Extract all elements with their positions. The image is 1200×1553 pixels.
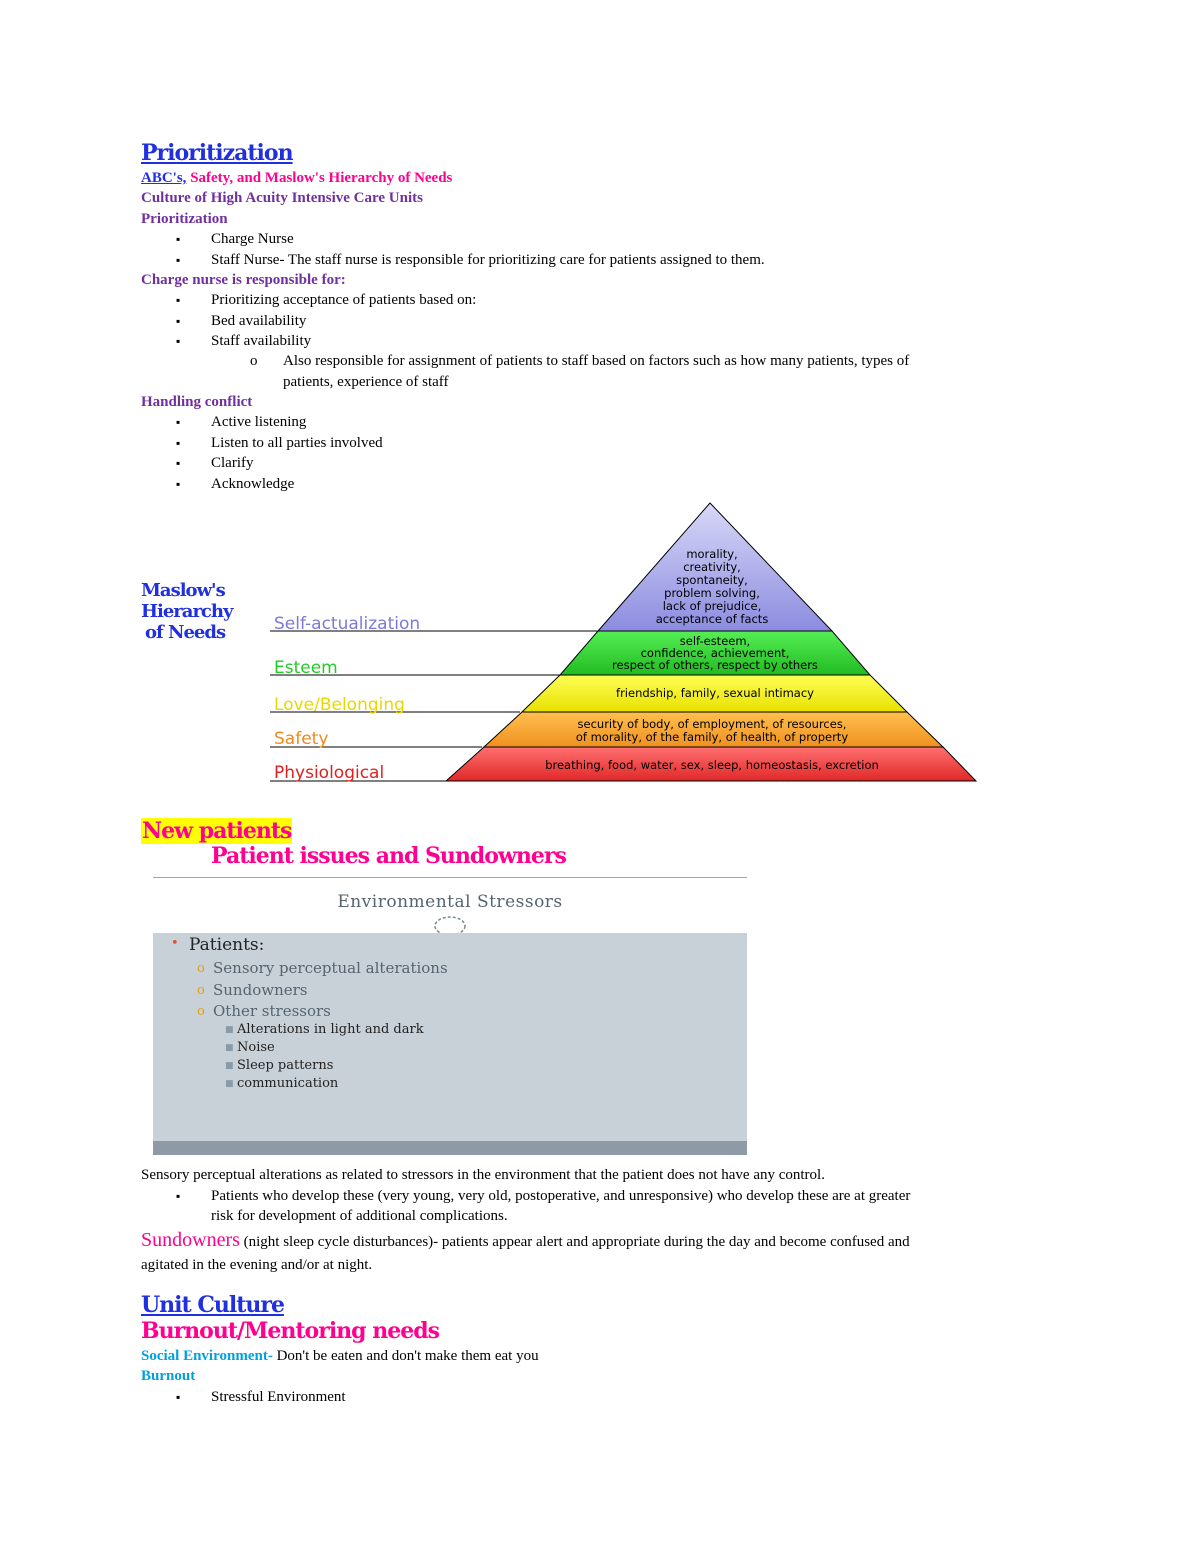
- slide-square-icon: ■: [225, 1043, 234, 1053]
- sub-list-item-cont: patients, experience of staff: [283, 374, 449, 390]
- environmental-stressors-slide: [153, 877, 747, 1155]
- bullet-marker: ▪: [176, 253, 181, 267]
- bullet-marker: ▪: [176, 293, 181, 307]
- tier-desc: spontaneity,: [676, 573, 748, 587]
- slide-ring-icon: o: [197, 1004, 205, 1019]
- tier-desc: morality,: [686, 547, 738, 561]
- slide-level3: Alterations in light and dark: [237, 1022, 424, 1037]
- tier-desc: confidence, achievement,: [640, 646, 790, 660]
- slide-level3: Sleep patterns: [237, 1058, 334, 1073]
- bullet-marker: ▪: [176, 477, 181, 491]
- paragraph-sundowners: [141, 1230, 910, 1252]
- bullet-marker: ▪: [176, 232, 181, 246]
- section-subtitle-burnout: Burnout/Mentoring needs: [141, 1318, 439, 1344]
- slide-level2: Sundowners: [213, 981, 308, 999]
- list-item: Charge Nurse: [211, 231, 294, 247]
- maslow-title-line: Maslow's: [141, 580, 225, 601]
- section-title-new-patients: New patients: [142, 818, 292, 844]
- bullet-marker: ▪: [176, 456, 181, 470]
- slide-ring-icon: o: [197, 961, 205, 976]
- sub-bullet-marker: o: [250, 353, 258, 369]
- slide-footer-bar: [153, 1141, 747, 1155]
- section-subtitle-patient-issues: Patient issues and Sundowners: [211, 843, 566, 869]
- slide-ring-icon: o: [197, 983, 205, 998]
- maslow-side-title: [141, 580, 232, 643]
- heading-handling-conflict: Handling conflict: [141, 394, 253, 410]
- slide-level1: Patients:: [189, 935, 265, 955]
- tier-desc: problem solving,: [664, 586, 760, 600]
- tier-desc: self-esteem,: [679, 634, 751, 648]
- slide-body: [153, 933, 747, 1141]
- bullet-marker: ▪: [176, 1189, 181, 1203]
- tier-desc: friendship, family, sexual intimacy: [616, 686, 814, 700]
- maslow-pyramid: [260, 495, 990, 790]
- bullet-marker: ▪: [176, 334, 181, 348]
- list-item: Clarify: [211, 455, 254, 471]
- slide-square-icon: ■: [225, 1061, 234, 1071]
- paragraph-sundowners-cont: agitated in the evening and/or at night.: [141, 1257, 373, 1273]
- tier-desc: creativity,: [683, 560, 741, 574]
- social-environment-line: [141, 1346, 539, 1366]
- tier-desc: of morality, of the family, of health, of property: [575, 730, 849, 744]
- paragraph-sensory-bullet: Patients who develop these (very young, very old, postoperative, and unresponsive) who develop these are at greater: [211, 1188, 911, 1204]
- list-item: Prioritizing acceptance of patients based on:: [211, 292, 477, 308]
- list-item: Staff availability: [211, 333, 312, 349]
- list-item: Bed availability: [211, 313, 307, 329]
- tier-desc: breathing, food, water, sex, sleep, homeostasis, excretion: [545, 758, 879, 772]
- list-item: Stressful Environment: [211, 1389, 346, 1405]
- slide-square-icon: ■: [225, 1025, 234, 1035]
- level-label-physiological: Physiological: [274, 763, 385, 783]
- bullet-marker: ▪: [176, 1390, 181, 1404]
- paragraph-sensory-bullet-cont: risk for development of additional complications.: [211, 1208, 508, 1224]
- maslow-title-line: of Needs: [145, 622, 226, 643]
- slide-level2: Sensory perceptual alterations: [213, 959, 448, 977]
- list-item: Acknowledge: [211, 476, 295, 492]
- slide-level2: Other stressors: [213, 1002, 331, 1020]
- heading-prioritization: Prioritization: [141, 211, 228, 227]
- list-item: Listen to all parties involved: [211, 435, 383, 451]
- level-label-self-actualization: Self-actualization: [274, 614, 421, 634]
- bullet-marker: ▪: [176, 436, 181, 450]
- social-environment-text: Don't be eaten and don't make them eat you: [272, 1348, 539, 1364]
- slide-bullet-icon: •: [171, 936, 179, 951]
- bullet-marker: ▪: [176, 415, 181, 429]
- sub-list-item: Also responsible for assignment of patients to staff based on factors such as how many patients, types of: [283, 353, 910, 369]
- slide-level3: communication: [237, 1076, 339, 1091]
- list-item: Staff Nurse- The staff nurse is responsible for prioritizing care for patients assigned to them.: [211, 252, 765, 268]
- slide-title: Environmental Stressors: [337, 892, 563, 912]
- slide-square-icon: ■: [225, 1079, 234, 1089]
- tier-desc: acceptance of facts: [655, 612, 769, 626]
- slide-level3: Noise: [237, 1040, 275, 1055]
- sundowners-term: Sundowners: [141, 1229, 240, 1251]
- level-label-esteem: Esteem: [274, 658, 338, 678]
- tier-desc: security of body, of employment, of resources,: [577, 717, 847, 731]
- tier-desc: respect of others, respect by others: [612, 658, 818, 672]
- subtitle-abcs-rest: Safety, and Maslow's Hierarchy of Needs: [186, 170, 453, 186]
- abcs-link[interactable]: ABC's,: [141, 170, 187, 186]
- maslow-title-line: Hierarchy: [141, 601, 233, 622]
- tier-desc: lack of prejudice,: [662, 599, 762, 613]
- paragraph-sensory: Sensory perceptual alterations as related to stressors in the environment that the patient does not have any control.: [141, 1167, 825, 1183]
- social-environment-label: Social Environment-: [141, 1348, 273, 1364]
- list-item: Active listening: [211, 414, 307, 430]
- heading-burnout: Burnout: [141, 1368, 196, 1384]
- heading-charge-nurse: Charge nurse is responsible for:: [141, 272, 346, 288]
- level-label-love-belonging: Love/Belonging: [274, 695, 405, 715]
- subtitle-culture: Culture of High Acuity Intensive Care Units: [141, 190, 423, 206]
- section-title-unit-culture: Unit Culture: [141, 1292, 284, 1318]
- sundowners-desc: (night sleep cycle disturbances)- patients appear alert and appropriate during the day and become confused and: [239, 1234, 910, 1250]
- level-label-safety: Safety: [274, 729, 329, 749]
- subtitle-abcs: [141, 168, 452, 188]
- section-title-prioritization: Prioritization: [141, 140, 293, 166]
- bullet-marker: ▪: [176, 314, 181, 328]
